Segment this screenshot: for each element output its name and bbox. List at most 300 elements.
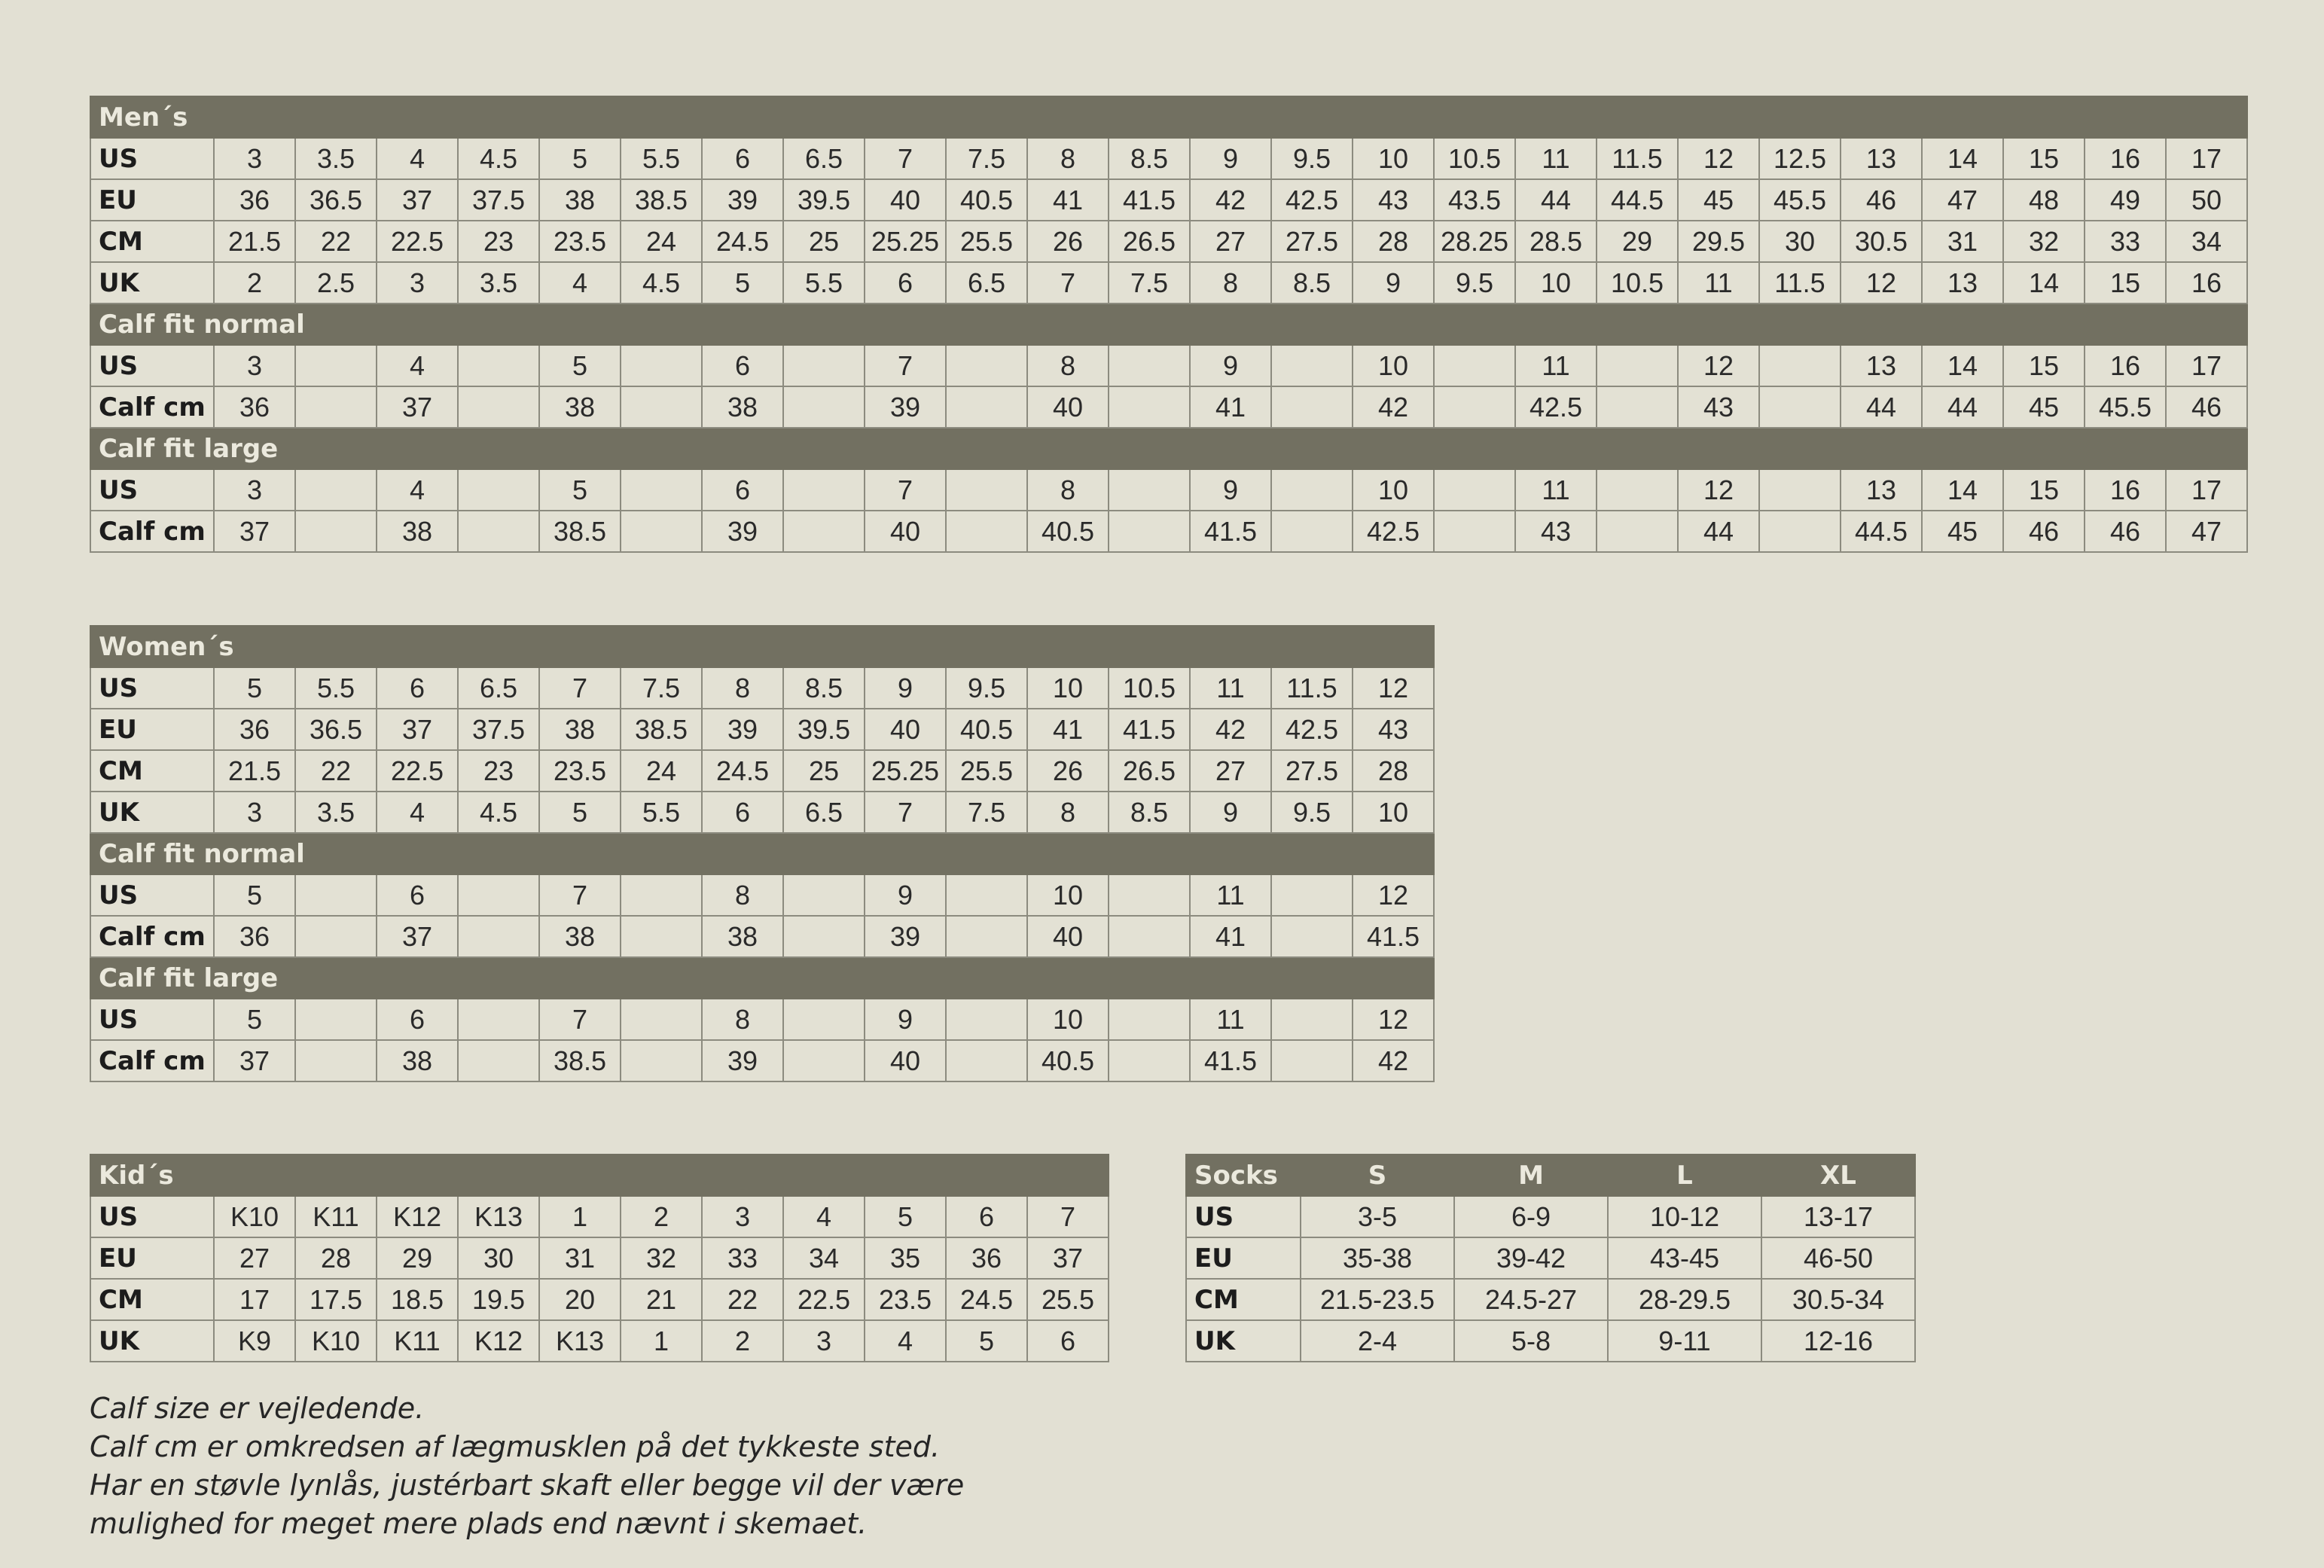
- size-cell: 33: [702, 1237, 783, 1279]
- size-cell: 7: [865, 792, 946, 833]
- size-cell: 14: [2003, 262, 2085, 304]
- section-title: Calf fit large: [90, 428, 2247, 469]
- size-cell: 7: [865, 469, 946, 511]
- size-row-eu: [90, 709, 1434, 750]
- size-cell: 46-50: [1761, 1237, 1915, 1279]
- size-cell: K12: [377, 1196, 458, 1237]
- size-cell: 24: [621, 750, 702, 792]
- size-cell: [783, 345, 865, 386]
- size-row-uk: [90, 262, 2247, 304]
- size-cell: 29: [1597, 221, 1678, 262]
- size-cell: 7: [539, 999, 621, 1040]
- size-cell: [1109, 916, 1190, 957]
- size-cell: 10: [1353, 345, 1434, 386]
- size-cell: 5.5: [783, 262, 865, 304]
- size-cell: 44: [1678, 511, 1759, 552]
- section-title: Calf fit normal: [90, 304, 2247, 345]
- size-cell: 18.5: [377, 1279, 458, 1320]
- size-cell: 7.5: [1109, 262, 1190, 304]
- size-cell: 40: [865, 709, 946, 750]
- size-cell: 41: [1027, 179, 1109, 221]
- size-cell: 16: [2166, 262, 2247, 304]
- size-cell: [458, 999, 539, 1040]
- size-cell: 12: [1353, 999, 1434, 1040]
- size-cell: 9: [1190, 792, 1271, 833]
- size-cell: 3-5: [1301, 1196, 1454, 1237]
- size-cell: [783, 916, 865, 957]
- size-cell: 22: [295, 221, 377, 262]
- size-cell: [1759, 345, 1841, 386]
- size-cell: 11.5: [1759, 262, 1841, 304]
- size-cell: [458, 874, 539, 916]
- size-cell: 40.5: [946, 179, 1027, 221]
- size-cell: 8: [1027, 792, 1109, 833]
- note-line: Calf cm er omkredsen af lægmusklen på det tykkeste sted.: [90, 1430, 941, 1463]
- size-cell: 25: [783, 221, 865, 262]
- size-cell: 10.5: [1434, 138, 1515, 179]
- size-cell: 8: [1027, 469, 1109, 511]
- size-cell: 40: [1027, 386, 1109, 428]
- size-cell: 47: [1922, 179, 2003, 221]
- calf-normal-title-row: [90, 833, 1434, 874]
- size-cell: 12-16: [1761, 1320, 1915, 1362]
- size-cell: [1759, 469, 1841, 511]
- size-cell: 27: [214, 1237, 295, 1279]
- size-row-us: [90, 1196, 1109, 1237]
- size-cell: 41.5: [1190, 511, 1271, 552]
- size-cell: [458, 1040, 539, 1081]
- size-cell: 46: [2166, 386, 2247, 428]
- size-cell: 42.5: [1271, 179, 1353, 221]
- size-cell: 5: [539, 469, 621, 511]
- size-cell: 36: [946, 1237, 1027, 1279]
- size-cell: [621, 999, 702, 1040]
- size-cell: 44: [1515, 179, 1597, 221]
- size-cell: 38: [539, 179, 621, 221]
- section-title: Calf fit normal: [90, 833, 1434, 874]
- size-cell: 22.5: [783, 1279, 865, 1320]
- note-line: Calf size er vejledende.: [90, 1392, 425, 1425]
- size-cell: 39: [865, 916, 946, 957]
- size-cell: 22: [295, 750, 377, 792]
- size-cell: 5: [539, 138, 621, 179]
- size-cell: [1109, 999, 1190, 1040]
- note-line: mulighed for meget mere plads end nævnt i skemaet.: [90, 1507, 868, 1540]
- size-cell: 38.5: [539, 511, 621, 552]
- size-cell: 41: [1027, 709, 1109, 750]
- size-cell: 24.5: [702, 221, 783, 262]
- size-cell: 24.5: [702, 750, 783, 792]
- calf-large-row-cm: [90, 1040, 1434, 1081]
- size-cell: 22.5: [377, 221, 458, 262]
- size-cell: [1271, 1040, 1353, 1081]
- size-cell: 39: [702, 709, 783, 750]
- row-label: EU: [1186, 1237, 1301, 1279]
- size-cell: 32: [621, 1237, 702, 1279]
- size-cell: 3: [214, 792, 295, 833]
- calf-large-title-row: [90, 957, 1434, 999]
- size-cell: 8: [702, 874, 783, 916]
- size-cell: 43-45: [1608, 1237, 1761, 1279]
- size-cell: 14: [1922, 138, 2003, 179]
- size-cell: 11: [1515, 469, 1597, 511]
- size-cell: 9: [865, 667, 946, 709]
- size-cell: 26.5: [1109, 221, 1190, 262]
- size-cell: [1434, 386, 1515, 428]
- size-cell: 13: [1841, 138, 1922, 179]
- size-cell: 30: [458, 1237, 539, 1279]
- size-cell: 38.5: [621, 179, 702, 221]
- size-cell: [946, 511, 1027, 552]
- size-cell: [1271, 469, 1353, 511]
- size-cell: 43: [1678, 386, 1759, 428]
- row-label: US: [90, 1196, 214, 1237]
- size-cell: 32: [2003, 221, 2085, 262]
- size-cell: 4: [377, 792, 458, 833]
- size-cell: 6: [946, 1196, 1027, 1237]
- size-cell: [621, 345, 702, 386]
- size-cell: 7: [539, 874, 621, 916]
- row-label: CM: [1186, 1279, 1301, 1320]
- size-cell: 50: [2166, 179, 2247, 221]
- size-cell: 9: [1190, 345, 1271, 386]
- size-cell: 25.5: [946, 750, 1027, 792]
- size-cell: 9.5: [1434, 262, 1515, 304]
- size-cell: 38.5: [539, 1040, 621, 1081]
- size-cell: 11: [1190, 874, 1271, 916]
- size-cell: 42.5: [1271, 709, 1353, 750]
- size-cell: 4: [377, 138, 458, 179]
- calf-normal-row-us: [90, 874, 1434, 916]
- size-cell: 14: [1922, 345, 2003, 386]
- socks-header-row: [1186, 1155, 1915, 1196]
- size-cell: 42: [1190, 179, 1271, 221]
- size-cell: [1109, 469, 1190, 511]
- size-cell: 25: [783, 750, 865, 792]
- section-title: Calf fit large: [90, 957, 1434, 999]
- size-cell: 46: [2085, 511, 2166, 552]
- size-cell: 4: [377, 345, 458, 386]
- size-cell: 37: [377, 179, 458, 221]
- size-cell: 37: [377, 916, 458, 957]
- size-cell: [783, 999, 865, 1040]
- size-cell: 35: [865, 1237, 946, 1279]
- size-cell: 31: [1922, 221, 2003, 262]
- size-cell: 5: [539, 345, 621, 386]
- size-cell: 8: [1027, 345, 1109, 386]
- row-label: UK: [1186, 1320, 1301, 1362]
- size-cell: 39.5: [783, 709, 865, 750]
- size-cell: 30: [1759, 221, 1841, 262]
- size-cell: 44.5: [1841, 511, 1922, 552]
- size-cell: [458, 386, 539, 428]
- row-label: Calf cm: [90, 916, 214, 957]
- size-cell: 6.5: [458, 667, 539, 709]
- size-cell: 21.5-23.5: [1301, 1279, 1454, 1320]
- size-cell: 41: [1190, 386, 1271, 428]
- size-cell: 22: [702, 1279, 783, 1320]
- size-cell: 40: [865, 179, 946, 221]
- size-cell: [1109, 874, 1190, 916]
- size-cell: 39: [702, 1040, 783, 1081]
- size-row-cm: [90, 221, 2247, 262]
- size-row-eu: [90, 1237, 1109, 1279]
- size-cell: 9: [865, 874, 946, 916]
- size-cell: 5: [865, 1196, 946, 1237]
- calf-large-title-row: [90, 428, 2247, 469]
- size-cell: 44.5: [1597, 179, 1678, 221]
- size-cell: [1434, 345, 1515, 386]
- size-cell: [946, 345, 1027, 386]
- size-cell: [783, 469, 865, 511]
- size-cell: 16: [2085, 138, 2166, 179]
- size-cell: 6: [702, 792, 783, 833]
- calf-normal-title-row: [90, 304, 2247, 345]
- size-cell: [621, 874, 702, 916]
- size-cell: 4: [377, 469, 458, 511]
- size-cell: 10.5: [1109, 667, 1190, 709]
- size-cell: 3.5: [295, 792, 377, 833]
- size-cell: 24: [621, 221, 702, 262]
- size-cell: 25.5: [1027, 1279, 1109, 1320]
- size-cell: 5: [214, 999, 295, 1040]
- size-cell: 36.5: [295, 709, 377, 750]
- size-cell: [621, 469, 702, 511]
- size-cell: 23: [458, 221, 539, 262]
- size-cell: 4.5: [458, 138, 539, 179]
- size-cell: 12: [1841, 262, 1922, 304]
- size-cell: 22.5: [377, 750, 458, 792]
- size-cell: 5: [539, 792, 621, 833]
- size-cell: 26: [1027, 221, 1109, 262]
- size-cell: 10: [1353, 469, 1434, 511]
- size-cell: [295, 1040, 377, 1081]
- size-cell: 15: [2003, 345, 2085, 386]
- calf-large-row-us: [90, 469, 2247, 511]
- size-cell: 6.5: [783, 792, 865, 833]
- size-cell: 38: [377, 511, 458, 552]
- size-cell: 6.5: [946, 262, 1027, 304]
- size-cell: 6: [377, 874, 458, 916]
- size-row-uk: [90, 792, 1434, 833]
- size-cell: 8: [702, 667, 783, 709]
- size-cell: 10: [1027, 667, 1109, 709]
- size-cell: 6.5: [783, 138, 865, 179]
- socks-size-table: [1185, 1154, 1916, 1362]
- size-cell: 28.5: [1515, 221, 1597, 262]
- size-cell: 27: [1190, 750, 1271, 792]
- socks-row-cm: [1186, 1279, 1915, 1320]
- size-cell: 5: [702, 262, 783, 304]
- size-cell: 41.5: [1353, 916, 1434, 957]
- size-cell: [458, 511, 539, 552]
- size-cell: 11: [1678, 262, 1759, 304]
- size-cell: 6-9: [1454, 1196, 1608, 1237]
- size-cell: [1759, 511, 1841, 552]
- size-cell: 12: [1678, 469, 1759, 511]
- size-cell: 42: [1353, 386, 1434, 428]
- calf-normal-row-us: [90, 345, 2247, 386]
- row-label: Calf cm: [90, 386, 214, 428]
- size-cell: 3.5: [295, 138, 377, 179]
- size-cell: 12: [1678, 345, 1759, 386]
- size-cell: 17: [2166, 345, 2247, 386]
- size-cell: K11: [377, 1320, 458, 1362]
- womens-size-table: [90, 625, 1435, 1082]
- size-cell: [783, 1040, 865, 1081]
- size-row-us: [90, 667, 1434, 709]
- size-cell: 7.5: [946, 792, 1027, 833]
- size-cell: 7: [1027, 1196, 1109, 1237]
- size-cell: [458, 916, 539, 957]
- size-cell: 8: [1190, 262, 1271, 304]
- size-cell: K10: [295, 1320, 377, 1362]
- size-cell: 6: [702, 345, 783, 386]
- size-cell: 27.5: [1271, 221, 1353, 262]
- size-cell: 3: [214, 138, 295, 179]
- size-cell: [1271, 874, 1353, 916]
- size-cell: [1271, 345, 1353, 386]
- size-cell: 9: [1190, 469, 1271, 511]
- size-cell: 9.5: [946, 667, 1027, 709]
- size-cell: 8.5: [1109, 138, 1190, 179]
- size-cell: 49: [2085, 179, 2166, 221]
- size-cell: 10: [1027, 999, 1109, 1040]
- size-cell: 3: [214, 345, 295, 386]
- size-cell: 9-11: [1608, 1320, 1761, 1362]
- size-cell: [621, 386, 702, 428]
- size-cell: 40.5: [1027, 1040, 1109, 1081]
- size-cell: 36: [214, 179, 295, 221]
- size-cell: 17.5: [295, 1279, 377, 1320]
- row-label: UK: [90, 792, 214, 833]
- size-cell: 34: [2166, 221, 2247, 262]
- size-cell: [946, 916, 1027, 957]
- size-cell: 6: [377, 999, 458, 1040]
- size-cell: [946, 386, 1027, 428]
- size-cell: [1597, 469, 1678, 511]
- size-cell: 26: [1027, 750, 1109, 792]
- size-cell: 43: [1515, 511, 1597, 552]
- size-cell: 37.5: [458, 179, 539, 221]
- size-cell: 35-38: [1301, 1237, 1454, 1279]
- size-cell: 10: [1027, 874, 1109, 916]
- row-label: UK: [90, 1320, 214, 1362]
- size-cell: 27.5: [1271, 750, 1353, 792]
- size-cell: 45: [1922, 511, 2003, 552]
- size-cell: [1597, 345, 1678, 386]
- size-cell: 25.5: [946, 221, 1027, 262]
- row-label: Calf cm: [90, 511, 214, 552]
- size-cell: K13: [458, 1196, 539, 1237]
- row-label: EU: [90, 1237, 214, 1279]
- size-cell: 43: [1353, 709, 1434, 750]
- size-cell: [295, 511, 377, 552]
- size-cell: 27: [1190, 221, 1271, 262]
- row-label: CM: [90, 221, 214, 262]
- kids-size-table: [90, 1154, 1109, 1362]
- socks-row-eu: [1186, 1237, 1915, 1279]
- size-cell: 2-4: [1301, 1320, 1454, 1362]
- size-cell: [295, 386, 377, 428]
- size-cell: [621, 1040, 702, 1081]
- size-cell: 6: [1027, 1320, 1109, 1362]
- size-row-cm: [90, 1279, 1109, 1320]
- section-title: Kid´s: [90, 1155, 1109, 1196]
- size-cell: 12.5: [1759, 138, 1841, 179]
- size-cell: [621, 511, 702, 552]
- size-cell: 45.5: [1759, 179, 1841, 221]
- size-cell: 43: [1353, 179, 1434, 221]
- size-cell: K11: [295, 1196, 377, 1237]
- row-label: US: [90, 469, 214, 511]
- size-cell: 3: [214, 469, 295, 511]
- size-cell: 28: [1353, 221, 1434, 262]
- size-cell: 2: [702, 1320, 783, 1362]
- size-cell: 28: [295, 1237, 377, 1279]
- size-cell: 38: [377, 1040, 458, 1081]
- size-cell: 28.25: [1434, 221, 1515, 262]
- size-cell: 3: [377, 262, 458, 304]
- size-cell: 6: [702, 469, 783, 511]
- size-cell: 19.5: [458, 1279, 539, 1320]
- size-cell: 7: [865, 138, 946, 179]
- size-cell: 37: [377, 709, 458, 750]
- size-cell: 30.5-34: [1761, 1279, 1915, 1320]
- size-cell: 13: [1922, 262, 2003, 304]
- size-cell: 9: [865, 999, 946, 1040]
- mens-title-row: [90, 96, 2247, 138]
- size-cell: 21: [621, 1279, 702, 1320]
- size-cell: 38: [539, 916, 621, 957]
- size-row-uk: [90, 1320, 1109, 1362]
- size-cell: 46: [1841, 179, 1922, 221]
- size-cell: 11: [1190, 999, 1271, 1040]
- size-cell: 44: [1841, 386, 1922, 428]
- note-line: Har en støvle lynlås, justérbart skaft eller begge vil der være: [90, 1469, 965, 1502]
- size-cell: 5.5: [621, 138, 702, 179]
- size-cell: 47: [2166, 511, 2247, 552]
- size-cell: 15: [2003, 138, 2085, 179]
- size-cell: 28: [1353, 750, 1434, 792]
- size-cell: 40: [865, 511, 946, 552]
- size-cell: 7.5: [946, 138, 1027, 179]
- size-cell: 39.5: [783, 179, 865, 221]
- size-cell: 41.5: [1109, 709, 1190, 750]
- size-cell: 38: [539, 386, 621, 428]
- size-cell: [1434, 469, 1515, 511]
- size-cell: [295, 916, 377, 957]
- size-cell: 9: [1353, 262, 1434, 304]
- size-cell: [295, 874, 377, 916]
- mens-size-table: [90, 96, 2248, 553]
- size-cell: 13-17: [1761, 1196, 1915, 1237]
- row-label: EU: [90, 709, 214, 750]
- kids-title-row: [90, 1155, 1109, 1196]
- size-cell: 45: [1678, 179, 1759, 221]
- size-cell: 48: [2003, 179, 2085, 221]
- section-title: Women´s: [90, 626, 1434, 667]
- calf-normal-row-cm: [90, 916, 1434, 957]
- size-cell: [783, 511, 865, 552]
- size-cell: 42.5: [1353, 511, 1434, 552]
- size-cell: 4.5: [621, 262, 702, 304]
- size-cell: 34: [783, 1237, 865, 1279]
- column-header: L: [1608, 1155, 1761, 1196]
- size-cell: 6: [865, 262, 946, 304]
- size-cell: [946, 1040, 1027, 1081]
- size-cell: 25.25: [865, 221, 946, 262]
